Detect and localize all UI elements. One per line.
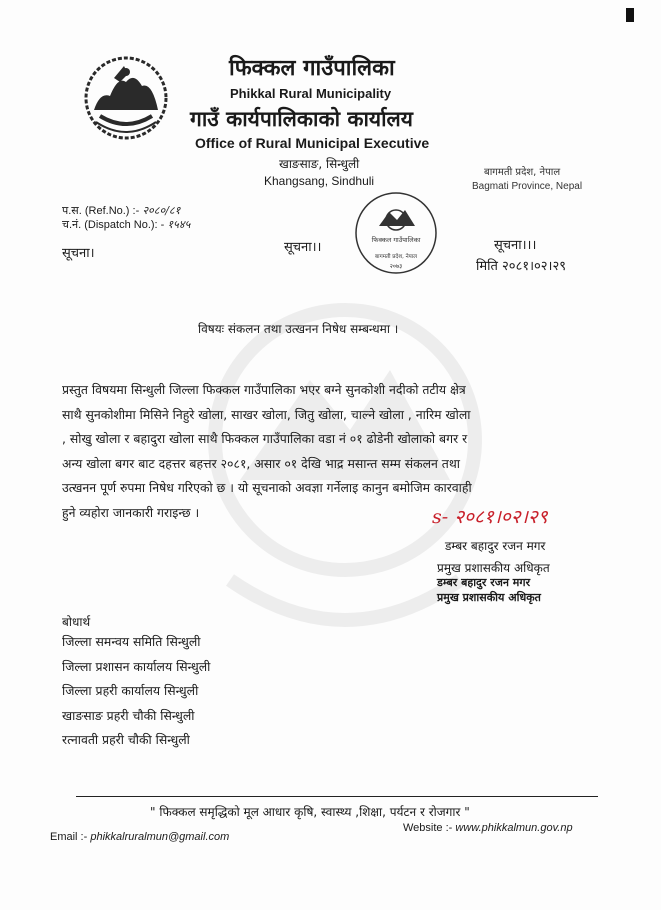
dispatch-number	[62, 217, 190, 232]
province-en: Bagmati Province, Nepal	[472, 181, 583, 192]
cc-title: बोधार्थ	[62, 615, 91, 629]
office-title-en: Office of Rural Municipal Executive	[195, 135, 430, 151]
office-stamp	[353, 190, 439, 276]
body-line: उत्खनन पूर्ण रुपमा निषेध गरिएको छ । यो सूचनाको अवज्ञा गर्नेलाइ कानुन बमोजिम कारवाही	[62, 480, 472, 496]
notice-date: मिति २०८१।०२।२९	[476, 259, 566, 274]
dispatch-value: १५४५	[167, 218, 191, 231]
signatory-name: डम्बर बहादुर रजन मगर	[445, 539, 546, 553]
municipality-title-np: फिक्कल गाउँपालिका	[229, 56, 395, 81]
website-link[interactable]: www.phikkalmun.gov.np	[455, 822, 573, 834]
stamp-ring-text: फिक्कल गाउँपालिका	[371, 236, 421, 244]
ref-label: प.स. (Ref.No.) :-	[62, 205, 140, 217]
scan-mark	[626, 8, 634, 22]
cc-item: रत्नावती प्रहरी चौकी सिन्धुली	[62, 732, 190, 747]
body-line: , सोखु खोला र बहादुरा खोला साथै फिक्कल गाउँपालिका वडा नं ०१ ढोडेनी खोलाको बगर र	[62, 431, 468, 447]
footer-website	[403, 822, 573, 834]
signatory-stamp-designation: प्रमुख प्रशासकीय अधिकृत	[437, 591, 541, 604]
location-np: खाङसाङ, सिन्धुली	[279, 157, 360, 171]
reference-number	[62, 203, 180, 218]
stamp-bottom-text: बागमती प्रदेश, नेपाल	[375, 254, 417, 260]
notice-label-2: सूचना।।	[284, 240, 322, 255]
office-title-np: गाउँ कार्यपालिकाको कार्यालय	[190, 107, 413, 131]
cc-item: जिल्ला प्रहरी कार्यालय सिन्धुली	[62, 683, 199, 698]
email-link[interactable]: phikkalruralmun@gmail.com	[90, 831, 230, 843]
subject-line: विषयः संकलन तथा उत्खनन निषेध सम्बन्धमा ।	[198, 322, 399, 336]
nepal-emblem-icon	[80, 52, 172, 144]
signatory-designation: प्रमुख प्रशासकीय अधिकृत	[437, 561, 550, 575]
body-line: अन्य खोला बगर बाट दहत्तर बहत्तर २०८१, असार ०१ देखि भाद्र मसान्त सम्म संकलन तथा	[62, 455, 460, 471]
cc-item: जिल्ला समन्वय समिति सिन्धुली	[62, 634, 201, 649]
notice-label-3: सूचना।।।	[494, 238, 537, 253]
website-label: Website :-	[403, 822, 453, 834]
municipality-title-en: Phikkal Rural Municipality	[230, 86, 392, 101]
body-line: हुने व्यहोरा जानकारी गराइन्छ ।	[62, 504, 200, 520]
ref-value: २०८०/८१	[142, 204, 181, 217]
footer-divider	[76, 796, 598, 797]
body-line: साथै सुनकोशीमा मिसिने निहुरे खोला, साखर खोला, जितु खोला, चाल्ने खोला , नारिम खोला	[62, 406, 471, 422]
email-label: Email :-	[50, 831, 88, 843]
signatory-stamp-name: डम्बर बहादुर रजन मगर	[437, 576, 531, 589]
footer-email	[50, 831, 229, 843]
stamp-year: २०७३	[389, 263, 403, 270]
location-en: Khangsang, Sindhuli	[264, 174, 375, 188]
body-line: प्रस्तुत विषयमा सिन्धुली जिल्ला फिक्कल गाउँपालिका भएर बग्ने सुनकोशी नदीको तटीय क्षेत्र	[62, 382, 466, 397]
footer-slogan: " फिक्कल समृद्धिको मूल आधार कृषि, स्वास्थ्य ,शिक्षा, पर्यटन र रोजगार "	[150, 805, 470, 819]
province-np: बागमती प्रदेश, नेपाल	[484, 167, 561, 178]
dispatch-label: च.नं. (Dispatch No.): -	[62, 219, 165, 231]
handwritten-signature: s- २०८१।०२।२९	[432, 506, 548, 528]
cc-list	[62, 630, 210, 753]
notice-label-1: सूचना।	[62, 246, 95, 261]
cc-item: खाङसाङ प्रहरी चौकी सिन्धुली	[62, 707, 195, 723]
cc-item: जिल्ला प्रशासन कार्यालय सिन्धुली	[62, 658, 211, 674]
